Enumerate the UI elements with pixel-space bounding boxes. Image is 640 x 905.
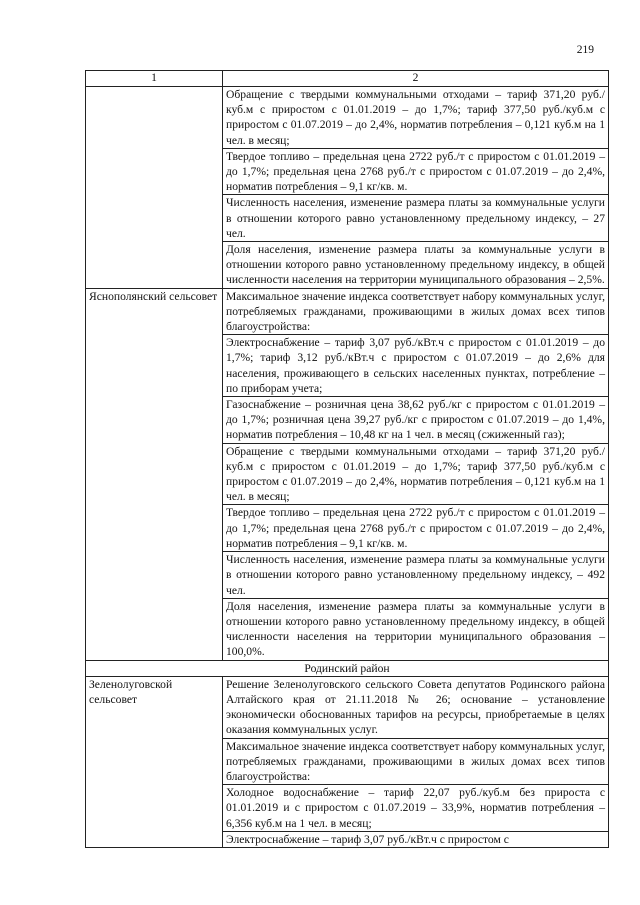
column-header-2: 2: [223, 71, 609, 87]
table-row: [86, 87, 609, 289]
table-body: [86, 87, 609, 848]
tariff-paragraph: Численность населения, изменение размера платы за коммунальные услуги в отношении которого равно установленному предельному индексу, – 27 чел.: [223, 194, 608, 241]
municipality-name: [86, 87, 223, 289]
tariff-paragraph: Численность населения, изменение размера платы за коммунальные услуги в отношении которого равно установленному предельному индексу, – 492 чел.: [223, 551, 608, 598]
district-row: [86, 660, 609, 676]
tariff-table: [85, 70, 609, 848]
tariff-paragraph: Максимальное значение индекса соответствует набору коммунальных услуг, потребляемых гражданами, проживающими в жилых домах всех типов благоустройства:: [223, 738, 608, 785]
tariff-paragraph: Твердое топливо – предельная цена 2722 руб./т с приростом с 01.01.2019 – до 1,7%; предельная цена 2768 руб./т с приростом с 01.07.2019 – до 2,4%, норматив потребления – 9,1 кг/кв. м.: [223, 148, 608, 195]
tariff-description: [223, 87, 609, 289]
tariff-paragraph: Электроснабжение – тариф 3,07 руб./кВт.ч с приростом с: [223, 831, 608, 847]
tariff-paragraph: Максимальное значение индекса соответствует набору коммунальных услуг, потребляемых гражданами, проживающими в жилых домах всех типов благоустройства:: [226, 289, 605, 334]
tariff-paragraph: Электроснабжение – тариф 3,07 руб./кВт.ч с приростом с 01.01.2019 – до 1,7%; тариф 3,12 руб./кВт.ч с приростом с 01.07.2019 – до 2,6% для населения, проживающего в сельских населенных пунктах, потребление – по приборам учета;: [223, 334, 608, 396]
page-number: 219: [576, 44, 594, 56]
table-row: [86, 288, 609, 660]
tariff-paragraph: Обращение с твердыми коммунальными отходами – тариф 371,20 руб./куб.м с приростом с 01.01.2019 – до 1,7%; тариф 377,50 руб./куб.м с приростом с 01.07.2019 – до 2,4%, норматив потребления – 0,121 куб.м на 1 чел. в месяц;: [226, 88, 605, 147]
tariff-paragraph: Решение Зеленолуговского сельского Совета депутатов Родинского района Алтайского края от 21.11.2018 № 26; основание – установление экономически обоснованных тарифов на ресурсы, приобретаемые в целях оказания коммунальных услуг.: [226, 677, 605, 737]
tariff-paragraph: Доля населения, изменение размера платы за коммунальные услуги в отношении которого равно установленному предельному индексу, в общей численности населения на территории муниципального образования – 100,0%.: [223, 598, 608, 660]
table-header-row: [86, 71, 609, 87]
tariff-paragraph: Холодное водоснабжение – тариф 22,07 руб./куб.м без прироста с 01.01.2019 и с приростом с 01.07.2019 – 33,9%, норматив потребления – 6,356 куб.м на 1 чел. в месяц;: [223, 784, 608, 831]
district-name: Родинский район: [86, 660, 609, 676]
tariff-paragraph: Газоснабжение – розничная цена 38,62 руб./кг с приростом с 01.01.2019 – до 1,7%; розничная цена 39,27 руб./кг с приростом с 01.07.2019 – до 1,4%, норматив потребления – 10,48 кг на 1 чел. в месяц (сжиженный газ);: [223, 396, 608, 443]
tariff-paragraph: Твердое топливо – предельная цена 2722 руб./т с приростом с 01.01.2019 – до 1,7%; предельная цена 2768 руб./т с приростом с 01.07.2019 – до 2,4%, норматив потребления – 9,1 кг/кв. м.: [223, 504, 608, 551]
municipality-name: Яснополянский сельсовет: [86, 288, 223, 660]
tariff-paragraph: Обращение с твердыми коммунальными отходами – тариф 371,20 руб./куб.м с приростом с 01.01.2019 – до 1,7%; тариф 377,50 руб./куб.м с приростом с 01.07.2019 – до 2,4%, норматив потребления – 0,121 куб.м на 1 чел. в месяц;: [223, 443, 608, 505]
tariff-description: [223, 676, 609, 847]
column-header-1: 1: [86, 71, 223, 87]
tariff-description: [223, 288, 609, 660]
tariff-paragraph: Доля населения, изменение размера платы за коммунальные услуги в отношении которого равно установленному предельному индексу, в общей численности населения на территории муниципального образования – 2,5%.: [223, 241, 608, 288]
municipality-name: Зеленолуговской сельсовет: [86, 676, 223, 847]
table-row: [86, 676, 609, 847]
